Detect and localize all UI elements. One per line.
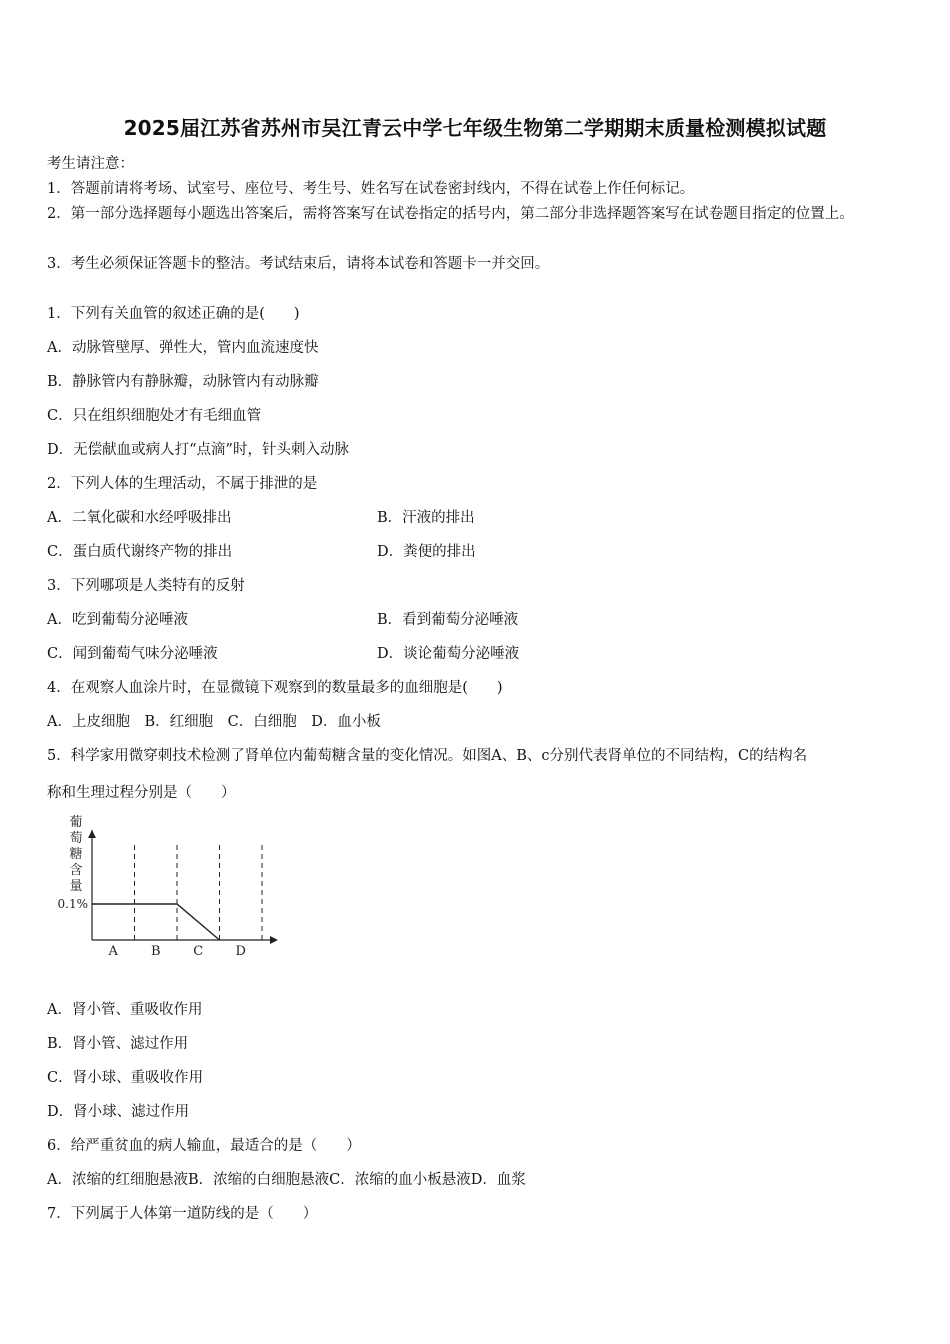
y-axis-label-char: 量	[69, 879, 83, 894]
question-3-option-d: D．谈论葡萄分泌唾液	[377, 646, 520, 662]
y-axis-label-char: 葡	[69, 815, 83, 830]
question-5-option-a: A．肾小管、重吸收作用	[47, 1002, 203, 1018]
question-5-stem-line2: 称和生理过程分别是（ ）	[47, 785, 236, 801]
y-axis-arrow	[88, 830, 96, 838]
question-1-option-d: D．无偿献血或病人打“点滴”时，针头刺入动脉	[47, 442, 349, 458]
x-tick-label-c: C	[193, 944, 204, 959]
glucose-series-line	[92, 904, 220, 940]
question-3-option-b: B．看到葡萄分泌唾液	[377, 612, 519, 628]
question-3-option-a: A．吃到葡萄分泌唾液	[47, 612, 188, 628]
glucose-chart	[52, 810, 282, 970]
question-1-stem: 1．下列有关血管的叙述正确的是( )	[47, 306, 300, 322]
question-6-options: A．浓缩的红细胞悬液B．浓缩的白细胞悬液C．浓缩的血小板悬液D．血浆	[47, 1172, 526, 1188]
question-2-option-c: C．蛋白质代谢终产物的排出	[47, 544, 233, 560]
question-4-options: A．上皮细胞 B．红细胞 C．白细胞 D．血小板	[47, 714, 381, 730]
question-2-option-b: B．汗液的排出	[377, 510, 475, 526]
y-axis-label-char: 糖	[69, 847, 83, 862]
y-axis-label-char: 含	[69, 863, 83, 878]
question-7-stem: 7．下列属于人体第一道防线的是（ ）	[47, 1206, 318, 1222]
question-1-option-c: C．只在组织细胞处才有毛细血管	[47, 408, 262, 424]
question-1-option-a: A．动脉管壁厚、弹性大，管内血流速度快	[47, 340, 319, 356]
question-5-option-b: B．肾小管、滤过作用	[47, 1036, 189, 1052]
question-5-stem-line1: 5．科学家用微穿刺技术检测了肾单位内葡萄糖含量的变化情况。如图A、B、c分别代表肾单位的不同结构，C的结构名	[47, 748, 808, 764]
notice-item-3: 3．考生必须保证答题卡的整洁。考试结束后，请将本试卷和答题卡一并交回。	[47, 256, 550, 272]
question-5-option-c: C．肾小球、重吸收作用	[47, 1070, 204, 1086]
x-tick-label-b: B	[150, 944, 161, 959]
question-2-option-d: D．粪便的排出	[377, 544, 476, 560]
question-2-option-a: A．二氧化碳和水经呼吸排出	[47, 510, 232, 526]
x-tick-label-a: A	[108, 944, 118, 959]
question-1-option-b: B．静脉管内有静脉瓣，动脉管内有动脉瓣	[47, 374, 319, 390]
notice-item-1: 1．答题前请将考场、试室号、座位号、考生号、姓名写在试卷密封线内，不得在试卷上作任何标记。	[47, 181, 695, 197]
notice-heading: 考生请注意：	[47, 156, 134, 172]
question-3-stem: 3．下列哪项是人类特有的反射	[47, 578, 245, 594]
page-title: 2025届江苏省苏州市吴江青云中学七年级生物第二学期期末质量检测模拟试题	[123, 116, 827, 140]
x-axis-arrow	[270, 936, 278, 944]
y-axis-label-char: 萄	[69, 831, 83, 846]
y-tick-label: 0.1%	[57, 897, 88, 911]
question-2-stem: 2．下列人体的生理活动，不属于排泄的是	[47, 476, 318, 492]
question-3-option-c: C．闻到葡萄气味分泌唾液	[47, 646, 218, 662]
notice-item-2: 2．第一部分选择题每小题选出答案后，需将答案写在试卷指定的括号内，第二部分非选择题答案写在试卷题目指定的位置上。	[47, 206, 854, 222]
question-4-stem: 4．在观察人血涂片时，在显微镜下观察到的数量最多的血细胞是( )	[47, 680, 503, 696]
question-5-option-d: D．肾小球、滤过作用	[47, 1104, 190, 1120]
question-6-stem: 6．给严重贫血的病人输血，最适合的是（ ）	[47, 1138, 361, 1154]
x-tick-label-d: D	[235, 944, 246, 959]
